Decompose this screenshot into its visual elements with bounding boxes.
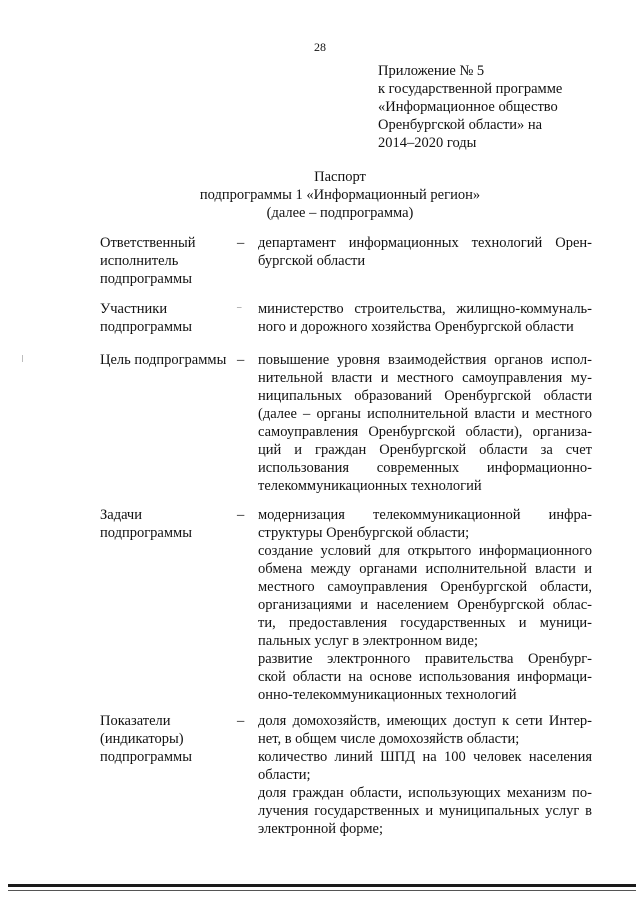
row-value-line: лучения государственных и муниципальных услуг в bbox=[258, 803, 592, 819]
row-dash: – bbox=[237, 235, 245, 251]
row-value-line: министерство строительства, жилищно-коммуналь- bbox=[258, 301, 592, 317]
row-value-line: ниципальных образований Оренбургской области bbox=[258, 388, 592, 404]
row-label-line: подпрограммы bbox=[100, 749, 192, 765]
row-value bbox=[258, 712, 592, 838]
title-line: (далее – подпрограмма) bbox=[266, 205, 414, 221]
row-value-line: структуры Оренбургской области; bbox=[258, 525, 470, 541]
row-value-line: количество линий ШПД на 100 человек населения bbox=[258, 749, 592, 765]
row-value-line: доля граждан области, использующих механизм по- bbox=[258, 785, 592, 801]
page-bottom-border bbox=[8, 884, 636, 887]
row-label-line: Показатели bbox=[100, 713, 171, 729]
row-value-line: повышение уровня взаимодействия органов испол- bbox=[258, 352, 592, 368]
row-value bbox=[258, 234, 592, 270]
title-line: подпрограммы 1 «Информационный регион» bbox=[199, 187, 481, 203]
row-value-line: ного и дорожного хозяйства Оренбургской области bbox=[258, 319, 574, 335]
row-value-line: (далее – органы исполнительной власти и местного bbox=[258, 406, 592, 422]
row-value-line: ций и граждан Оренбургской области за счет bbox=[258, 442, 592, 458]
row-value-line: модернизация телекоммуникационной инфра- bbox=[258, 507, 592, 523]
row-value-line: создание условий для открытого информационного bbox=[258, 543, 592, 559]
row-value-line: электронной форме; bbox=[258, 821, 383, 837]
appendix-line: 2014–2020 годы bbox=[378, 135, 477, 151]
row-dash: – bbox=[237, 713, 245, 729]
row-value-line: развитие электронного правительства Оренбург- bbox=[258, 651, 592, 667]
row-value-line: использования современных информационно- bbox=[258, 460, 592, 476]
row-value-line: нительной власти и местного самоуправления му- bbox=[258, 370, 592, 386]
row-value bbox=[258, 506, 592, 704]
row-dash: – bbox=[237, 302, 242, 312]
appendix-line: «Информационное общество bbox=[378, 99, 558, 115]
row-label-line: Участники bbox=[100, 301, 168, 317]
row-value-line: онно-телекоммуникационных технологий bbox=[258, 687, 517, 703]
page-bottom-border-thin bbox=[8, 890, 636, 891]
document-title bbox=[130, 168, 550, 222]
row-value-line: обмена между органами исполнительной власти и bbox=[258, 561, 592, 577]
row-value-line: самоуправления Оренбургской области), организа- bbox=[258, 424, 592, 440]
row-value-line: департамент информационных технологий Орен- bbox=[258, 235, 592, 251]
row-label bbox=[100, 234, 235, 288]
row-label-line: подпрограммы bbox=[100, 271, 192, 287]
row-label bbox=[100, 506, 235, 542]
row-value bbox=[258, 300, 592, 336]
row-value bbox=[258, 351, 592, 495]
row-label-line: Ответственный bbox=[100, 235, 196, 251]
appendix-header bbox=[378, 62, 618, 152]
row-label-line: исполнитель bbox=[100, 253, 179, 269]
row-label-line: (индикаторы) bbox=[100, 731, 184, 747]
row-value-line: ти, предоставления государственных и муници- bbox=[258, 615, 592, 631]
appendix-line: к государственной программе bbox=[378, 81, 563, 97]
row-label bbox=[100, 351, 235, 369]
row-label-line: подпрограммы bbox=[100, 319, 192, 335]
page-number: 28 bbox=[314, 40, 326, 54]
row-value-line: нет, в общем числе домохозяйств области; bbox=[258, 731, 520, 747]
row-value-line: области; bbox=[258, 767, 311, 783]
row-value-line: бургской области bbox=[258, 253, 366, 269]
row-label-line: Цель подпрограммы bbox=[100, 352, 227, 368]
row-value-line: доля домохозяйств, имеющих доступ к сети Интер- bbox=[258, 713, 592, 729]
row-value-line: местного самоуправления Оренбургской области, bbox=[258, 579, 592, 595]
row-value-line: пальных услуг в электронном виде; bbox=[258, 633, 479, 649]
row-value-line: организациями и населением Оренбургской облас- bbox=[258, 597, 592, 613]
row-label-line: подпрограммы bbox=[100, 525, 192, 541]
row-value-line: ской области на основе использования информаци- bbox=[258, 669, 592, 685]
row-label bbox=[100, 712, 235, 766]
scan-artifact bbox=[22, 355, 23, 362]
appendix-line: Приложение № 5 bbox=[378, 63, 485, 79]
row-value-line: телекоммуникационных технологий bbox=[258, 478, 482, 494]
row-label bbox=[100, 300, 235, 336]
row-dash: – bbox=[237, 352, 245, 368]
title-line: Паспорт bbox=[314, 169, 366, 185]
appendix-line: Оренбургской области» на bbox=[378, 117, 543, 133]
row-dash: – bbox=[237, 507, 245, 523]
row-label-line: Задачи bbox=[100, 507, 142, 523]
